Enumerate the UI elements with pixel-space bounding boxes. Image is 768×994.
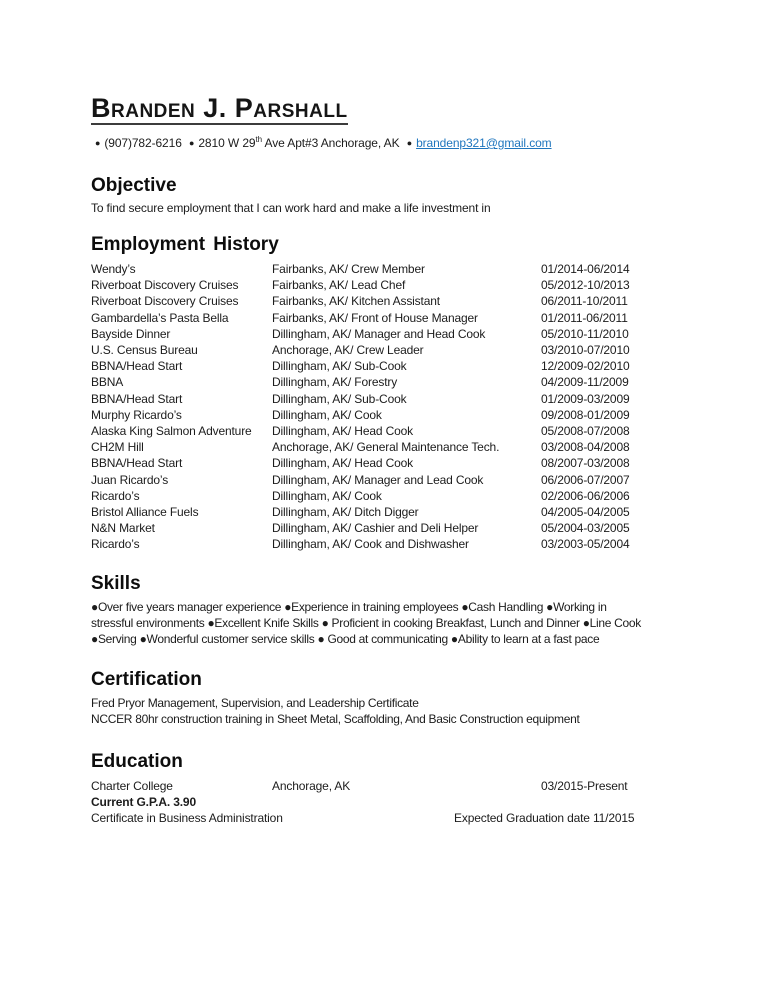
employer-name: Murphy Ricardo’s xyxy=(91,407,182,422)
employer-name: BBNA/Head Start xyxy=(91,456,183,471)
education-table xyxy=(91,778,691,827)
certification-line: Fred Pryor Management, Supervision, and Leadership Certificate xyxy=(91,695,419,710)
college-location: Anchorage, AK xyxy=(272,778,351,793)
employment-row xyxy=(91,293,691,309)
certification-list xyxy=(91,695,691,727)
position-location: Dillingham, AK/ Cook xyxy=(272,488,382,503)
position-location: Fairbanks, AK/ Lead Chef xyxy=(272,278,406,293)
employment-dates: 08/2007-03/2008 xyxy=(541,456,630,471)
employment-row xyxy=(91,310,691,326)
skills-heading: Skills xyxy=(91,572,141,594)
employment-dates: 03/2003-05/2004 xyxy=(541,537,630,552)
employment-table xyxy=(91,261,691,553)
skills-line: ●Serving ●Wonderful customer service skills ● Good at communicating ●Ability to learn at a fast pace xyxy=(91,631,600,646)
employment-dates: 05/2012-10/2013 xyxy=(541,278,630,293)
position-location: Dillingham, AK/ Head Cook xyxy=(272,424,413,439)
employment-row xyxy=(91,407,691,423)
position-location: Dillingham, AK/ Ditch Digger xyxy=(272,505,419,520)
employer-name: Ricardo’s xyxy=(91,537,140,552)
employment-row xyxy=(91,342,691,358)
employer-name: BBNA/Head Start xyxy=(91,391,183,406)
certification-heading: Certification xyxy=(91,668,202,690)
section-skills xyxy=(91,573,691,647)
position-location: Dillingham, AK/ Forestry xyxy=(272,375,398,390)
education-dates: 03/2015-Present xyxy=(541,778,628,793)
employment-dates: 01/2011-06/2011 xyxy=(541,310,628,325)
skills-line: ●Over five years manager experience ●Experience in training employees ●Cash Handling ●Working in xyxy=(91,599,607,614)
employment-dates: 04/2009-11/2009 xyxy=(541,375,629,390)
bullet-icon: ● xyxy=(189,138,195,148)
employer-name: CH2M Hill xyxy=(91,440,144,455)
bullet-icon: ● xyxy=(95,138,101,148)
objective-text: To find secure employment that I can work hard and make a life investment in xyxy=(91,201,491,215)
certification-line: NCCER 80hr construction training in Sheet Metal, Scaffolding, And Basic Construction equipment xyxy=(91,711,580,726)
section-employment-history xyxy=(91,234,691,553)
employment-row xyxy=(91,277,691,293)
employment-row xyxy=(91,374,691,390)
employment-dates: 06/2011-10/2011 xyxy=(541,294,628,309)
employment-row xyxy=(91,261,691,277)
gpa-line xyxy=(91,794,691,810)
page-title: Branden J. Parshall xyxy=(91,93,348,123)
position-location: Dillingham, AK/ Cook and Dishwasher xyxy=(272,537,469,552)
employer-name: Riverboat Discovery Cruises xyxy=(91,278,239,293)
employment-row xyxy=(91,439,691,455)
section-objective xyxy=(91,175,691,216)
bullet-icon: ● xyxy=(406,138,413,148)
employer-name: Riverboat Discovery Cruises xyxy=(91,294,239,309)
employment-dates: 04/2005-04/2005 xyxy=(541,505,630,520)
section-certification xyxy=(91,669,691,727)
employer-name: Gambardella’s Pasta Bella xyxy=(91,310,229,325)
position-location: Fairbanks, AK/ Crew Member xyxy=(272,262,425,276)
employment-dates: 05/2008-07/2008 xyxy=(541,424,630,439)
employer-name: Alaska King Salmon Adventure xyxy=(91,424,252,439)
employment-row xyxy=(91,423,691,439)
certificate-program: Certificate in Business Administration xyxy=(91,811,283,826)
position-location: Anchorage, AK/ Crew Leader xyxy=(272,343,424,358)
position-location: Dillingham, AK/ Manager and Head Cook xyxy=(272,326,486,341)
position-location: Anchorage, AK/ General Maintenance Tech. xyxy=(272,440,500,455)
employer-name: Bristol Alliance Fuels xyxy=(91,505,199,520)
employer-name: Ricardo’s xyxy=(91,488,140,503)
skills-line: stressful environments ●Excellent Knife Skills ● Proficient in cooking Breakfast, Lunch and Dinner ●Line Cook xyxy=(91,615,641,630)
address-superscript: th xyxy=(255,135,262,144)
employment-dates: 05/2010-11/2010 xyxy=(541,326,629,341)
employment-row xyxy=(91,504,691,520)
employment-row xyxy=(91,488,691,504)
section-education xyxy=(91,751,691,827)
position-location: Dillingham, AK/ Manager and Lead Cook xyxy=(272,472,484,487)
position-location: Dillingham, AK/ Sub-Cook xyxy=(272,359,407,374)
education-heading: Education xyxy=(91,750,183,772)
employer-name: BBNA/Head Start xyxy=(91,359,183,374)
employment-dates: 01/2014-06/2014 xyxy=(541,262,630,276)
resume-content xyxy=(91,95,691,826)
phone-number: (907)782-6216 xyxy=(104,136,182,150)
gpa-value: Current G.P.A. 3.90 xyxy=(91,794,196,809)
contact-line xyxy=(91,132,691,151)
position-location: Dillingham, AK/ Sub-Cook xyxy=(272,391,407,406)
employment-row xyxy=(91,391,691,407)
employment-row xyxy=(91,472,691,488)
email-link[interactable]: brandenp321@gmail.com xyxy=(416,136,552,150)
employment-dates: 12/2009-02/2010 xyxy=(541,359,630,374)
address: 2810 W 29th Ave Apt#3 Anchorage, AK xyxy=(198,135,400,150)
employer-name: Bayside Dinner xyxy=(91,326,171,341)
education-row xyxy=(91,810,691,826)
employer-name: BBNA xyxy=(91,375,124,390)
position-location: Fairbanks, AK/ Kitchen Assistant xyxy=(272,294,440,309)
employment-dates: 02/2006-06/2006 xyxy=(541,488,630,503)
college-name: Charter College xyxy=(91,778,173,793)
employment-dates: 05/2004-03/2005 xyxy=(541,521,630,536)
employment-dates: 03/2008-04/2008 xyxy=(541,440,630,455)
employer-name: Juan Ricardo’s xyxy=(91,472,169,487)
position-location: Dillingham, AK/ Head Cook xyxy=(272,456,413,471)
objective-heading: Objective xyxy=(91,175,177,196)
skills-list xyxy=(91,599,691,647)
employer-name: U.S. Census Bureau xyxy=(91,343,198,358)
position-location: Fairbanks, AK/ Front of House Manager xyxy=(272,310,478,325)
position-location: Dillingham, AK/ Cashier and Deli Helper xyxy=(272,521,479,536)
employer-name: N&N Market xyxy=(91,521,155,536)
graduation-date: Expected Graduation date 11/2015 xyxy=(454,811,635,826)
employment-row xyxy=(91,326,691,342)
employment-row xyxy=(91,455,691,471)
employment-row xyxy=(91,358,691,374)
employment-dates: 03/2010-07/2010 xyxy=(541,343,630,358)
employment-dates: 01/2009-03/2009 xyxy=(541,391,630,406)
employment-heading: Employment History xyxy=(91,234,279,255)
employment-row xyxy=(91,536,691,552)
position-location: Dillingham, AK/ Cook xyxy=(272,407,382,422)
employment-dates: 09/2008-01/2009 xyxy=(541,407,630,422)
employment-dates: 06/2006-07/2007 xyxy=(541,472,630,487)
education-row xyxy=(91,778,691,794)
employer-name: Wendy’s xyxy=(91,262,136,276)
employment-row xyxy=(91,520,691,536)
resume-header xyxy=(91,95,691,151)
